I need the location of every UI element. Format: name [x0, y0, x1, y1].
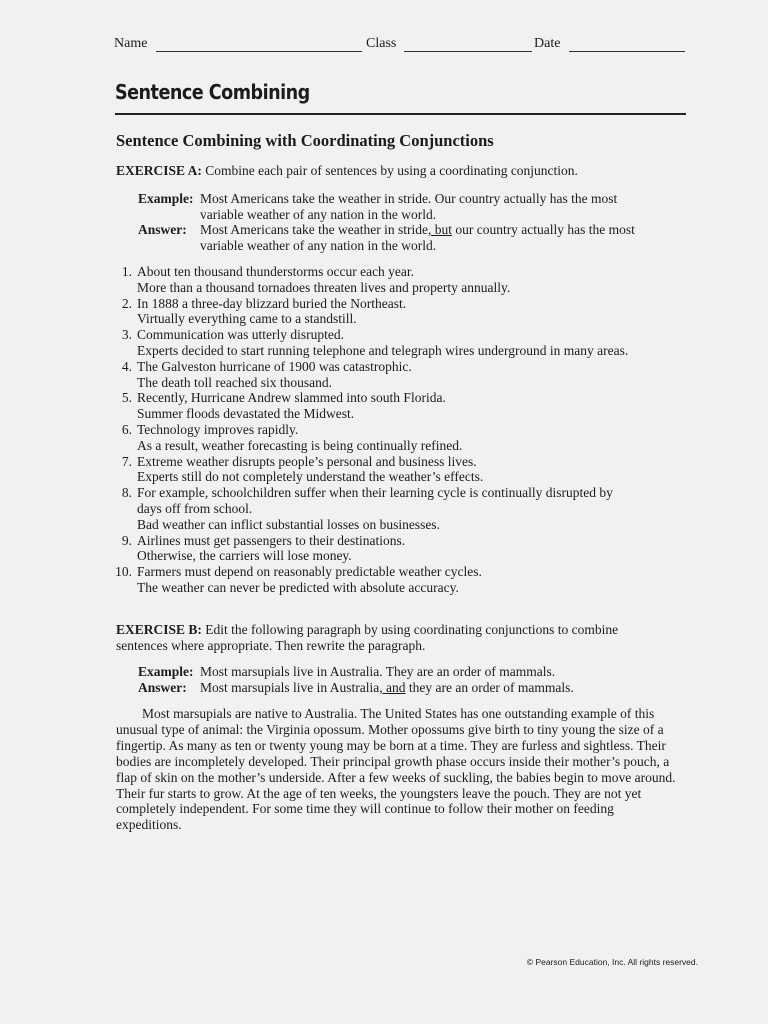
answer-label: Answer: — [138, 680, 187, 695]
answer-conjunction: , and — [379, 680, 406, 695]
item-sentence: Virtually everything came to a standstill. — [137, 311, 357, 327]
worksheet-title: Sentence Combining — [115, 80, 310, 104]
answer-line-2: variable weather of any nation in the world. — [200, 238, 437, 253]
answer-part-after: our country actually has the most — [451, 222, 635, 237]
example-line-2: variable weather of any nation in the world. — [200, 207, 437, 222]
item-number: 5. — [121, 390, 132, 406]
item-number: 3. — [121, 327, 132, 343]
example-text: Most marsupials live in Australia. They are an order of mammals. — [200, 664, 556, 679]
exercise-item — [112, 485, 692, 532]
exercise-b-instructions-line-2: sentences where appropriate. Then rewrite the paragraph. — [116, 638, 426, 653]
item-number: 4. — [121, 358, 132, 374]
example-label: Example: — [138, 191, 194, 206]
exercise-a-instructions-text: Combine each pair of sentences by using a coordinating conjunction. — [205, 163, 578, 178]
exercise-item — [112, 327, 692, 359]
answer-text — [200, 680, 690, 696]
item-sentence: In 1888 a three-day blizzard buried the Northeast. — [137, 295, 407, 311]
date-label: Date — [534, 36, 561, 51]
section-heading: Sentence Combining with Coordinating Conjunctions — [116, 131, 494, 150]
exercise-item — [112, 296, 692, 328]
exercise-b-label: EXERCISE B: — [116, 622, 202, 637]
item-sentence: As a result, weather forecasting is being continually refined. — [137, 437, 463, 453]
item-sentence: Recently, Hurricane Andrew slammed into south Florida. — [137, 390, 446, 406]
item-sentence: More than a thousand tornadoes threaten lives and property annually. — [137, 279, 511, 295]
name-label: Name — [114, 36, 148, 51]
answer-conjunction: , but — [427, 222, 452, 237]
item-sentence: Communication was utterly disrupted. — [137, 327, 344, 343]
exercise-a-items — [112, 264, 692, 596]
exercise-b-instructions-line-1: Edit the following paragraph by using coordinating conjunctions to combine — [205, 622, 619, 637]
date-field-line[interactable] — [569, 51, 685, 52]
item-sentence: For example, schoolchildren suffer when their learning cycle is continually disrupted by — [137, 485, 613, 501]
answer-label: Answer: — [138, 222, 187, 237]
answer-text — [200, 222, 690, 254]
item-sentence: The weather can never be predicted with absolute accuracy. — [137, 579, 459, 595]
item-number: 6. — [121, 421, 132, 437]
exercise-b-answer — [138, 680, 688, 696]
exercise-item — [112, 390, 692, 422]
name-field-line[interactable] — [156, 51, 362, 52]
answer-line-1 — [200, 222, 690, 238]
answer-part-before: Most marsupials live in Australia — [200, 680, 380, 695]
item-sentence: About ten thousand thunderstorms occur each year. — [137, 264, 415, 279]
exercise-a-answer — [138, 222, 688, 254]
item-number: 1. — [121, 264, 132, 279]
exercise-a-example — [138, 191, 688, 223]
class-field-line[interactable] — [404, 51, 532, 52]
item-number: 10. — [115, 564, 132, 580]
example-text — [200, 191, 690, 223]
item-sentence: Extreme weather disrupts people’s personal and business lives. — [137, 453, 477, 469]
item-number: 9. — [121, 532, 132, 548]
exercise-b-instructions — [116, 622, 682, 654]
item-sentence: Bad weather can inflict substantial losses on businesses. — [137, 516, 440, 532]
item-sentence: The Galveston hurricane of 1900 was catastrophic. — [137, 358, 412, 374]
exercise-item — [112, 359, 692, 391]
item-sentence: days off from school. — [137, 500, 253, 516]
exercise-item — [112, 454, 692, 486]
exercise-b-paragraph: Most marsupials are native to Australia. The United States has one outstanding example of this unusual type of animal: the Virginia opossum. Mother opossums give birth to tiny young the size of a fingertip. As many as ten or twenty young may be born at a time. They are furless and sightless. Their bodies are incompletely developed. Their principal growth phase occurs inside their mother’s pouch, a flap of skin on the mother’s underside. After a few weeks of suckling, the babies begin to move around. Their fur starts to grow. At the age of ten weeks, the youngsters leave the pouch. They are not yet completely independent. For some time they will continue to follow their mother on feeding expeditions. — [116, 706, 676, 833]
item-sentence: Experts decided to start running telephone and telegraph wires underground in many areas. — [137, 342, 629, 358]
exercise-item — [112, 533, 692, 565]
item-sentence: Technology improves rapidly. — [137, 421, 299, 437]
title-rule — [115, 113, 686, 115]
answer-part-after: they are an order of mammals. — [405, 680, 574, 695]
item-number: 2. — [121, 295, 132, 311]
example-label: Example: — [138, 664, 194, 679]
exercise-b-example — [138, 664, 688, 680]
exercise-item — [112, 264, 692, 296]
exercise-a-label: EXERCISE A: — [116, 163, 202, 178]
example-line-1: Most Americans take the weather in stride. Our country actually has the most — [200, 191, 618, 206]
copyright-footer: © Pearson Education, Inc. All rights reserved. — [526, 957, 698, 967]
item-sentence: Summer floods devastated the Midwest. — [137, 406, 355, 422]
exercise-item — [112, 564, 692, 596]
item-sentence: Otherwise, the carriers will lose money. — [137, 548, 352, 564]
answer-part-before: Most Americans take the weather in stride — [200, 222, 428, 237]
item-sentence: Airlines must get passengers to their destinations. — [137, 532, 406, 548]
item-sentence: The death toll reached six thousand. — [137, 374, 332, 390]
exercise-item — [112, 422, 692, 454]
class-label: Class — [366, 36, 397, 51]
item-number: 8. — [121, 485, 132, 501]
item-sentence: Experts still do not completely understand the weather’s effects. — [137, 469, 484, 485]
item-number: 7. — [121, 453, 132, 469]
exercise-a-instructions — [116, 163, 682, 179]
item-sentence: Farmers must depend on reasonably predictable weather cycles. — [137, 564, 482, 580]
header-row — [114, 36, 689, 56]
